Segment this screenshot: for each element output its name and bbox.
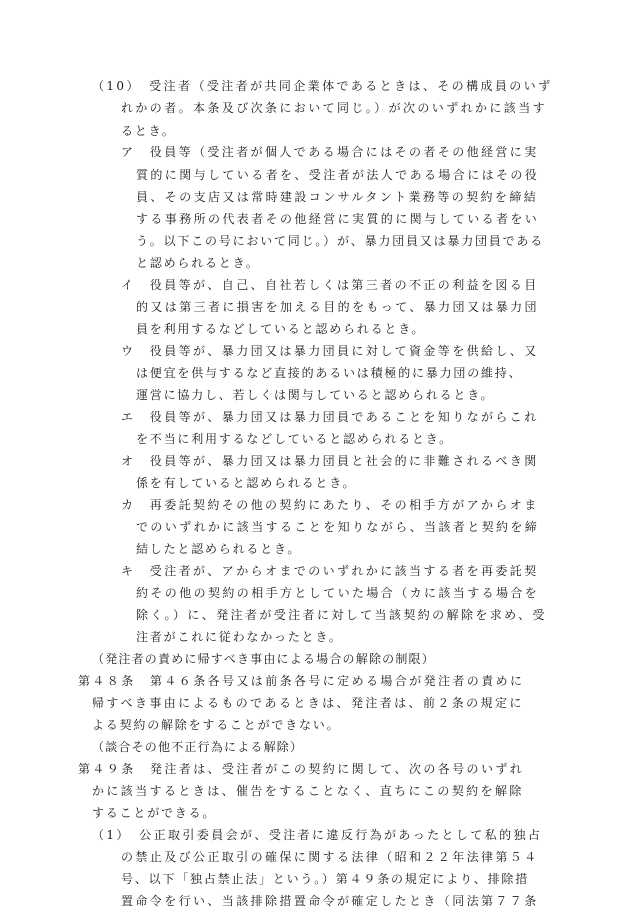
text-line: することができる。 bbox=[92, 806, 217, 820]
text-line: るとき。 bbox=[121, 124, 176, 138]
text-line: 第４８条 第４６条各号又は前条各号に定める場合が発注者の責めに bbox=[78, 674, 525, 688]
text-line: オ 役員等が、暴力団又は暴力団員と社会的に非難されるべき関 bbox=[121, 454, 539, 468]
text-line: 運営に協力し、若しくは関与していると認められるとき。 bbox=[136, 388, 495, 402]
text-line: 第４９条 発注者は、受注者がこの契約に関して、次の各号のいずれ bbox=[78, 762, 525, 776]
text-line: カ 再委託契約その他の契約にあたり、その相手方がアからオま bbox=[121, 498, 539, 512]
text-line: する事務所の代表者その他経営に実質的に関与している者をい bbox=[136, 212, 540, 226]
text-line: 除く。）に、発注者が受注者に対して当該契約の解除を求め、受 bbox=[136, 608, 547, 622]
text-line: 員を利用するなどしていると認められるとき。 bbox=[136, 322, 426, 336]
text-line: 的又は第三者に損害を加える目的をもって、暴力団又は暴力団 bbox=[136, 300, 539, 314]
text-line: エ 役員等が、暴力団又は暴力団員であることを知りながらこれ bbox=[121, 410, 539, 424]
text-line: を不当に利用するなどしていると認められるとき。 bbox=[136, 432, 453, 446]
text-line: と認められるとき。 bbox=[136, 256, 260, 270]
text-line: 帰すべき事由によるものであるときは、発注者は、前２条の規定に bbox=[92, 696, 524, 710]
text-line: 質的に関与している者を、受注者が法人である場合にはその役 bbox=[136, 168, 540, 182]
text-line: 注者がこれに従わなかったとき。 bbox=[136, 630, 343, 644]
section-heading: （談合その他不正行為による解除） bbox=[92, 740, 304, 754]
text-line: 員、その支店又は常時建設コンサルタント業務等の契約を締結 bbox=[136, 190, 539, 204]
text-line: 号、以下「独占禁止法」という。）第４９条の規定により、排除措 bbox=[121, 872, 530, 886]
text-line: でのいずれかに該当することを知りながら、当該者と契約を締 bbox=[136, 520, 540, 534]
text-line: れかの者。本条及び次条において同じ。）が次のいずれかに該当す bbox=[121, 101, 548, 115]
text-line: 係を有していると認められるとき。 bbox=[136, 476, 357, 490]
section-heading: （発注者の責めに帰すべき事由による場合の解除の制限） bbox=[92, 652, 435, 666]
text-line: は便宜を供与するなど直接的あるいは積極的に暴力団の維持、 bbox=[136, 366, 523, 380]
text-line: う。以下この号において同じ。）が、暴力団員又は暴力団員である bbox=[136, 234, 545, 248]
text-line: の禁止及び公正取引の確保に関する法律（昭和２２年法律第５４ bbox=[121, 850, 539, 864]
text-line: （10） 受注者（受注者が共同企業体であるときは、その構成員のいず bbox=[92, 79, 553, 93]
text-line: かに該当するときは、催告をすることなく、直ちにこの契約を解除 bbox=[92, 784, 524, 798]
text-line: 結したと認められるとき。 bbox=[136, 542, 302, 556]
text-line: よる契約の解除をすることができない。 bbox=[92, 718, 341, 732]
text-line: 約その他の契約の相手方としていた場合（カに該当する場合を bbox=[136, 586, 540, 600]
text-line: ウ 役員等が、暴力団又は暴力団員に対して資金等を供給し、又 bbox=[121, 344, 539, 358]
text-line: （1） 公正取引委員会が、受注者に違反行為があったとして私的独占 bbox=[92, 828, 543, 842]
text-line: イ 役員等が、自己、自社若しくは第三者の不正の利益を図る目 bbox=[121, 278, 539, 292]
text-line: 置命令を行い、当該排除措置命令が確定したとき（同法第７７条 bbox=[121, 894, 539, 908]
text-line: キ 受注者が、アからオまでのいずれかに該当する者を再委託契 bbox=[121, 564, 539, 578]
text-line: ア 役員等（受注者が個人である場合にはその者その他経営に実 bbox=[121, 145, 539, 159]
